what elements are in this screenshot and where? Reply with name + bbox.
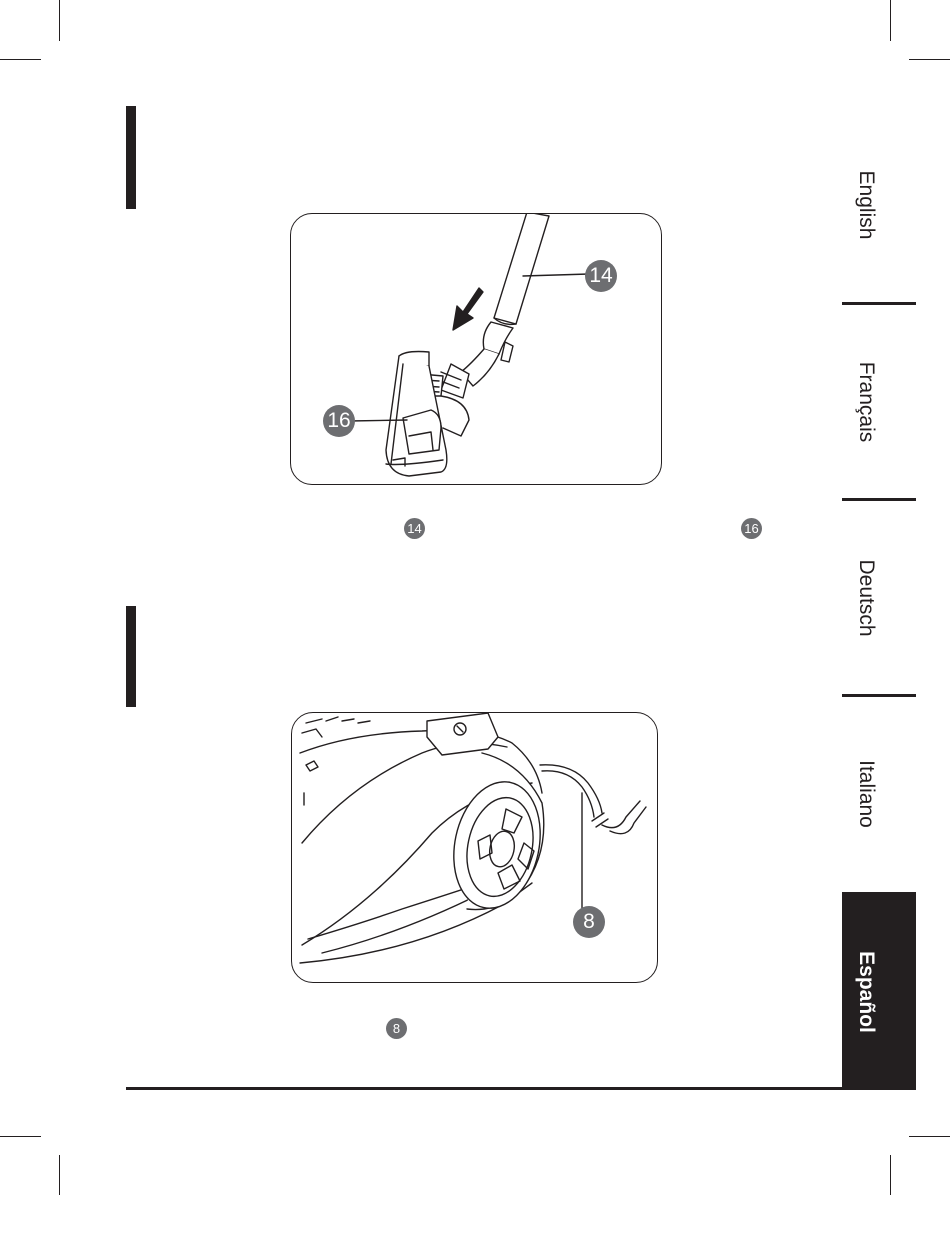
callout-badge: 16 (323, 405, 355, 437)
bottom-rule (126, 1087, 916, 1090)
callout-badge: 8 (573, 906, 605, 938)
crop-mark (59, 1155, 60, 1195)
crop-mark (890, 0, 891, 41)
tab-italiano[interactable]: Italiano (855, 760, 878, 828)
vacuum-illustration (292, 713, 658, 983)
figure-nozzle-attachment (290, 213, 662, 485)
tab-francais[interactable]: Français (855, 361, 878, 443)
tab-espanol[interactable]: Español (855, 951, 878, 1033)
crop-mark (909, 59, 950, 60)
crop-mark (0, 59, 41, 60)
inline-callout-badge: 14 (404, 518, 425, 539)
crop-mark (0, 1136, 41, 1137)
tab-divider (842, 694, 916, 697)
tab-divider (842, 498, 916, 501)
callout-badge: 14 (585, 260, 617, 292)
tab-divider (842, 302, 916, 305)
inline-callout-badge: 8 (386, 1018, 407, 1039)
nozzle-illustration (291, 214, 662, 485)
inline-callout-badge: 16 (741, 518, 762, 539)
section-marker-bar (126, 606, 136, 707)
section-marker-bar (126, 106, 136, 209)
crop-mark (59, 0, 60, 41)
figure-vacuum-power-cord (291, 712, 658, 983)
crop-mark (909, 1136, 950, 1137)
crop-mark (890, 1155, 891, 1195)
tab-english[interactable]: English (855, 170, 878, 240)
tab-deutsch[interactable]: Deutsch (855, 559, 878, 637)
